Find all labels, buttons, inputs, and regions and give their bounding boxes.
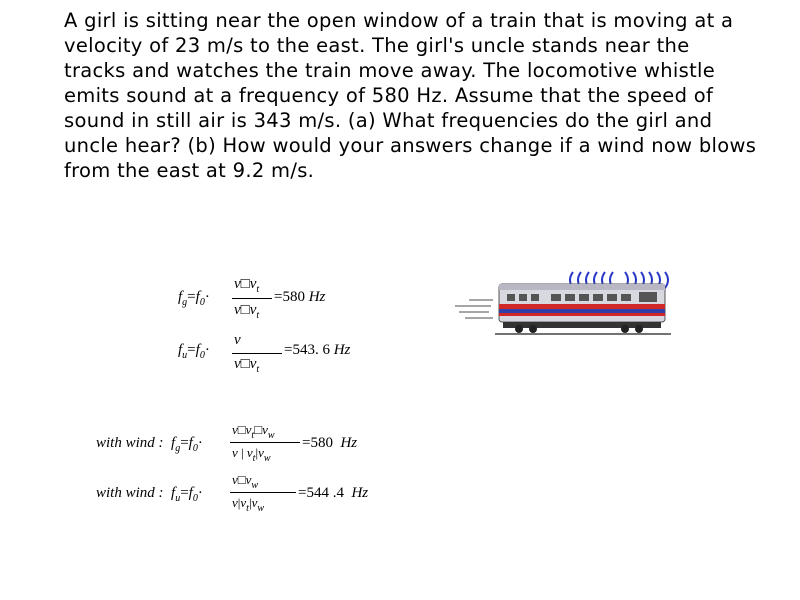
eq2-denominator: $v□v_t$ bbox=[234, 356, 260, 375]
eq1-result: =580 Hz bbox=[274, 289, 326, 305]
eq3-prefix: with wind : bbox=[96, 435, 164, 451]
eq4-fraction-bar bbox=[230, 492, 296, 493]
eq1-lhs: f bbox=[178, 289, 183, 305]
eq2-fraction-bar bbox=[232, 353, 282, 354]
eq1-denominator: $v□v_t$ bbox=[234, 302, 260, 321]
eq3-result: =580 Hz bbox=[302, 435, 358, 451]
eq2-numerator: v bbox=[234, 332, 241, 348]
eq1-fraction-bar bbox=[232, 298, 272, 299]
eq3-denominator: v | $v_t|v_w$ bbox=[232, 445, 271, 464]
eq4-denominator: $v|v_t|v_w$ bbox=[232, 495, 265, 514]
train-red-stripe bbox=[499, 304, 665, 309]
eq3-numerator: $v□v_t□v_w$ bbox=[232, 422, 275, 441]
locomotive-image bbox=[455, 266, 675, 336]
eq4-result: =544 .4 Hz bbox=[298, 485, 369, 501]
eq4-numerator: $v□v_w$ bbox=[232, 472, 259, 491]
eq2-result: =543. 6 Hz bbox=[284, 342, 351, 358]
equation-wind-girl-frequency: with wind : $f_g=f_0\cdot$ $v□v_t□v_w$ v | $v_t|v_w$ =580 Hz bbox=[96, 422, 358, 464]
equation-wind-uncle-frequency: with wind : $f_u=f_0\cdot$ $v□v_w$ $v|v_t|v_w$ =544 .4 Hz bbox=[96, 472, 369, 514]
eq4-prefix: with wind : bbox=[96, 485, 164, 501]
eq3-fraction-bar bbox=[230, 442, 300, 443]
eq1-numerator: $v□v_t$ bbox=[234, 276, 260, 295]
problem-statement: A girl is sitting near the open window of a train that is moving at a velocity of 23 m/s to the east. The girl's uncle stands near the tracks and watches the train move away. The locomotive whistle emits sound at a frequency of 580 Hz. Assume that the speed of sound in still air is 343 m/s. (a) What frequencies do the girl and uncle hear? (b) How would your answers change if a wind now blows from the east at 9.2 m/s. bbox=[64, 9, 757, 182]
speed-lines bbox=[455, 300, 493, 318]
equation-uncle-frequency: $f_u=f_0\cdot$ v $v□v_t$ =543. 6 Hz bbox=[178, 332, 351, 375]
train-blue-stripe bbox=[499, 309, 665, 313]
equation-girl-frequency: $f_g=f_0\cdot$ $v□v_t$ $v□v_t$ =580 Hz bbox=[178, 276, 326, 321]
